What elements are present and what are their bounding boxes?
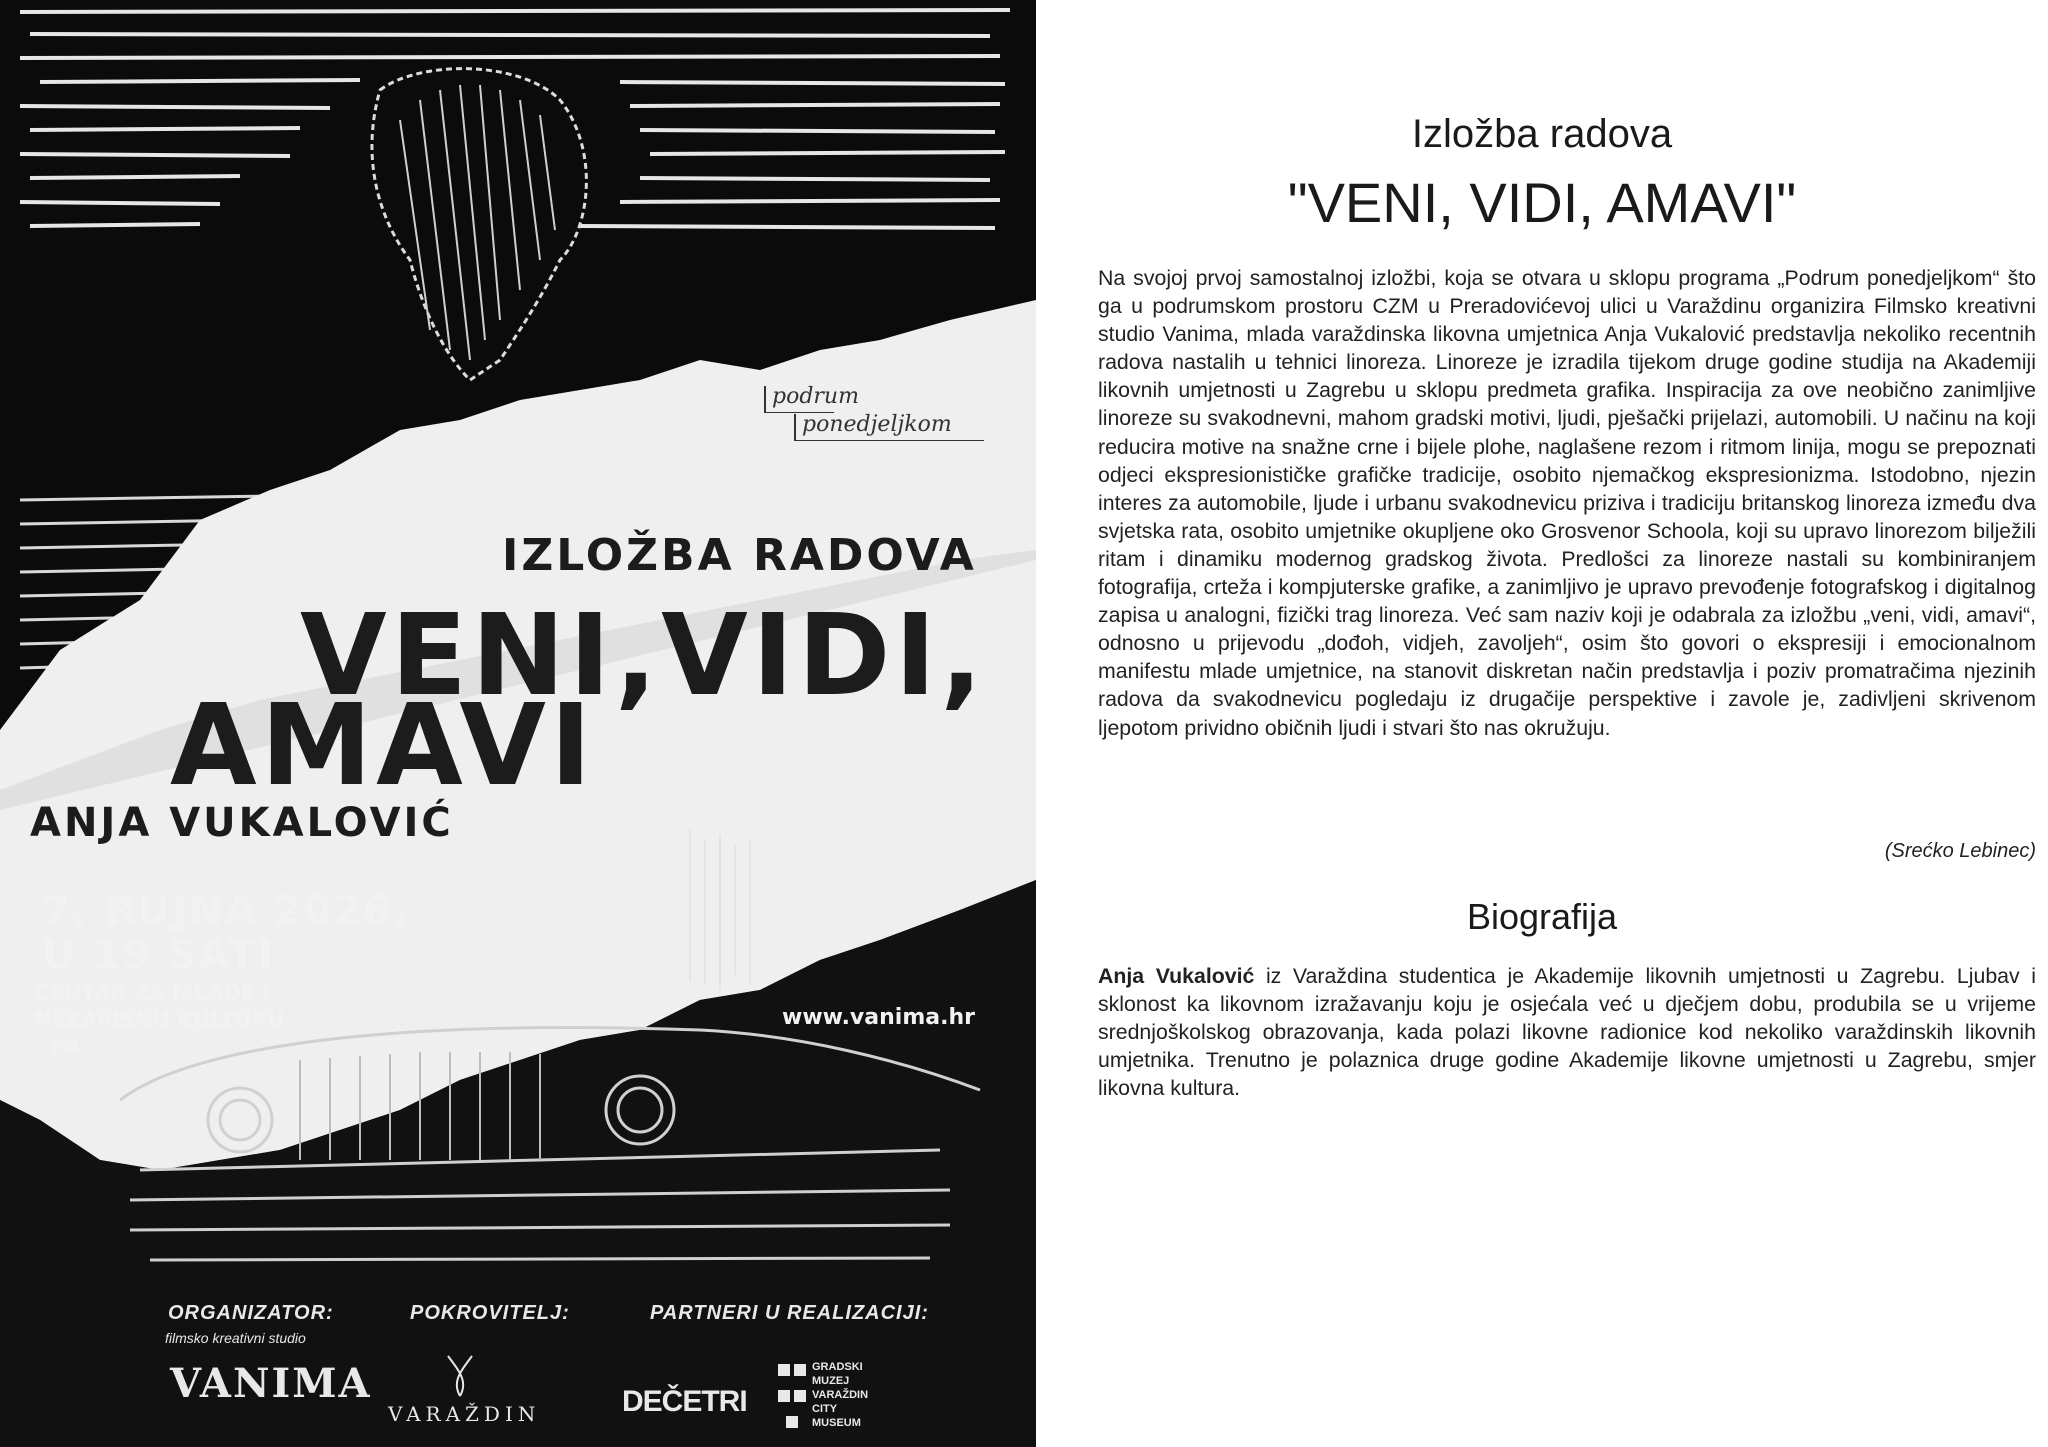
text-panel bbox=[1036, 0, 2048, 1447]
biography-heading: Biografija bbox=[1466, 896, 1618, 937]
poster-venue: CENTAR ZA MLADE I NEZAVISNU KULTURU - P4 bbox=[34, 981, 285, 1059]
podrum-logo-line1: podrum bbox=[772, 384, 859, 409]
biography-text bbox=[1098, 962, 2036, 1102]
description-author: (Srećko Lebinec) bbox=[1884, 840, 2036, 862]
head-hatching bbox=[400, 85, 555, 360]
varazdin-emblem-icon bbox=[440, 1352, 480, 1400]
podrum-logo-line2: ponedjeljkom bbox=[802, 412, 952, 437]
document-title-line2: "VENI, VIDI, AMAVI" bbox=[1287, 171, 1797, 234]
document-title-line1: Izložba radova bbox=[1411, 112, 1673, 156]
poster-date: 7. RUJNA 2026. bbox=[42, 888, 410, 934]
poster-website: www.vanima.hr bbox=[782, 1005, 975, 1030]
stripe-pattern bbox=[20, 10, 1010, 228]
biography-body: iz Varaždina studentica je Akademije likovnih umjetnosti u Zagrebu. Ljubav i sklonost ka likovnom izražavanju koju je osjećala već u dječjem dobu, produbila se u vrijeme srednjoškolskog obrazovanja, kada polazi likovne radionice kod nekoliko varaždinskih likovnih umjetnika. Trenutno je polaznica druge godine Akademije likovne umjetnosti u Zagrebu, smjer likovna kultura. bbox=[1098, 964, 2036, 1101]
city-museum-logo-text: GRADSKI MUZEJ VARAŽDIN CITY MUSEUM bbox=[812, 1361, 869, 1429]
vanima-tagline: filmsko kreativni studio bbox=[165, 1330, 306, 1346]
varazdin-logo: VARAŽDIN bbox=[388, 1402, 541, 1426]
poster-title-line2: AMAVI bbox=[170, 681, 596, 811]
decetri-logo: DEČETRI bbox=[622, 1385, 747, 1418]
poster-artist-name: ANJA VUKALOVIĆ bbox=[30, 800, 454, 846]
vanima-logo: VANIMA bbox=[170, 1360, 372, 1407]
partners-label: PARTNERI U REALIZACIJI: bbox=[650, 1302, 929, 1324]
poster-title-line1: VENI,VIDI, bbox=[300, 591, 987, 721]
biography-artist-name: Anja Vukalović bbox=[1098, 964, 1255, 988]
sponsor-label: POKROVITELJ: bbox=[410, 1302, 570, 1324]
poster-exhibition-label: IZLOŽBA RADOVA bbox=[502, 530, 977, 581]
city-museum-mark-icon bbox=[776, 1362, 808, 1432]
exhibition-description: Na svojoj prvoj samostalnoj izložbi, koja se otvara u sklopu programa „Podrum ponedjeljkom“ što ga u podrumskom prostoru CZM u Preradovićevoj ulici u Varaždinu organizira Filmsko kreativni studio Vanima, mlada varaždinska likovna umjetnica Anja Vukalović predstavlja nekoliko recentnih radova nastalih u tehnici linoreza. Linoreze je izradila tijekom druge godine studija na Akademiji likovnih umjetnosti u Zagrebu u sklopu predmeta grafika. Inspiracija za ove neobično zanimljive linoreze su svakodnevni, mahom gradski motivi, ljudi, pješački prijelazi, automobili. U načinu na koji reducira motive na snažne crne i bijele plohe, naglašene rezom i ritmom linija, mogu se prepoznati odjeci ekspresionističke grafičke tradicije, osobito njemačkog ekspresionizma. Istodobno, njezin interes za automobile, ljude i urbanu svakodnevicu priziva i tradiciju britanskog linoreza između dva svjetska rata, osobito umjetnike okupljene oko Grosvenor Schoola, koji su upravo linorezom bilježili ritam i dinamiku modernog gradskog života. Predlošci za linoreze nastali su kombiniranjem fotografija, crteža i kompjuterske grafike, a zanimljivo je upravo prevođenje fotografskog i digitalnog zapisa u analogni, fizički trag linoreza. Već sam naziv koji je odabrala za izložbu „veni, vidi, amavi“, odnosno u prijevodu „dođoh, vidjeh, zavoljeh“, osim što govori o ekspresiji i emocionalnom manifestu mlade umjetnice, na stanovit diskretan način predstavlja i poziv promatračima njezinih radova da svakodnevicu pogledaju iz drugačije perspektive i zavole je, zadivljeni skrivenom ljepotom prividno običnih ljudi i stvari što nas okružuju. bbox=[1098, 266, 2036, 740]
organizer-label: ORGANIZATOR: bbox=[168, 1302, 334, 1324]
podrum-ponedjeljkom-logo bbox=[752, 384, 992, 444]
poster-time: U 19 SATI bbox=[42, 932, 275, 978]
